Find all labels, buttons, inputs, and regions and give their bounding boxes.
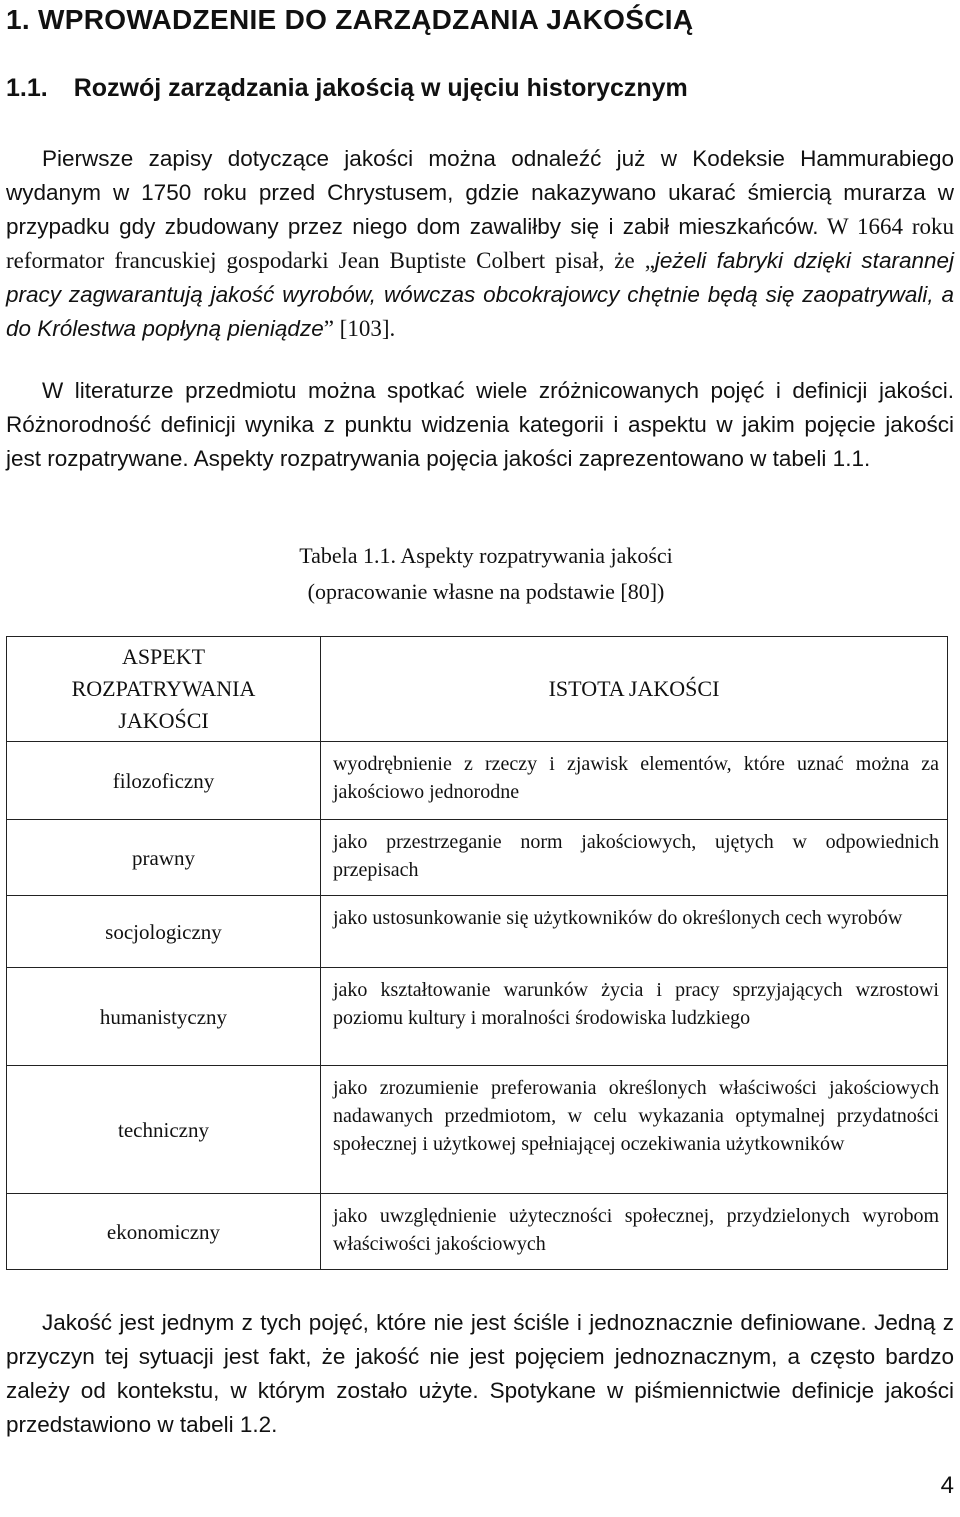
section-title: Rozwój zarządzania jakością w ujęciu historycznym [73, 74, 688, 102]
paragraph-history [6, 142, 954, 346]
aspect-cell: ekonomiczny [7, 1194, 321, 1270]
aspect-cell: socjologiczny [7, 896, 321, 968]
table-row [7, 968, 948, 1066]
table-row [7, 1194, 948, 1270]
aspects-table [6, 636, 948, 1270]
colbert-quote: jeżeli fabryki dzięki starannej pracy zagwarantują jakość wyrobów, wówczas obcokrajowcy chętnie będą się zaopatrywali, a do Królestwa popłyną pieniądze [6, 248, 954, 341]
header-aspect [7, 637, 321, 742]
section-heading [6, 74, 688, 103]
paragraph-ambiguity: Jakość jest jednym z tych pojęć, które nie jest ściśle i jednoznacznie definiowane. Jedną z przyczyn tej sytuacji jest fakt, że jakość nie jest pojęciem jednoznacznym, a często bardzo zależy od kontekstu, w którym zostało użyte. Spotykane w piśmiennictwie definicje jakości przedstawiono w tabeli 1.2. [6, 1310, 954, 1437]
essence-cell: jako uwzględnienie użyteczności społecznej, przydzielonych wyrobom właściwości jakościowych [321, 1194, 948, 1270]
table-row [7, 896, 948, 968]
table-header-row [7, 637, 948, 742]
essence-cell: jako zrozumienie preferowania określonych właściwości jakościowych nadawanych przedmiotom, w celu wykazania optymalnej przydatności społecznej i użytkowej spełniającej oczekiwania użytkowników [321, 1066, 948, 1194]
section-number: 1.1. [6, 74, 48, 102]
table-row [7, 1066, 948, 1194]
aspect-cell: filozoficzny [7, 742, 321, 820]
table-caption-title: Tabela 1.1. Aspekty rozpatrywania jakości [299, 543, 673, 568]
essence-cell: jako ustosunkowanie się użytkowników do określonych cech wyrobów [321, 896, 948, 968]
essence-cell: jako przestrzeganie norm jakościowych, ujętych w odpowiednich przepisach [321, 820, 948, 896]
paragraph-history-part1: Pierwsze zapisy dotyczące jakości można odnaleźć już w Kodeksie Hammurabiego wydanym w 1750 roku przed Chrystusem, gdzie nakazywano ukarać śmiercią murarza w przypadku gdy zbudowany przez niego dom zawaliłby się i zabił mieszkańców. [6, 146, 954, 239]
aspect-cell: humanistyczny [7, 968, 321, 1066]
table-caption-source: (opracowanie własne na podstawie [80]) [307, 579, 665, 604]
table-row [7, 742, 948, 820]
paragraph-definitions: W literaturze przedmiotu można spotkać wiele zróżnicowanych pojęć i definicji jakości. Różnorodność definicji wynika z punktu widzenia kategorii i aspektu w jakim pojęcie jakości jest rozpatrywane. Aspekty rozpatrywania pojęcia jakości zaprezentowano w tabeli 1.1. [6, 378, 954, 471]
page-number: 4 [940, 1472, 954, 1499]
paragraph-history-part3: ” [103]. [323, 316, 396, 341]
aspect-cell: prawny [7, 820, 321, 896]
essence-cell: wyodrębnienie z rzeczy i zjawisk elementów, które uznać można za jakościowo jednorodne [321, 742, 948, 820]
table-row [7, 820, 948, 896]
chapter-heading: 1. WPROWADZENIE DO ZARZĄDZANIA JAKOŚCIĄ [6, 4, 694, 35]
header-aspect-text: ASPEKT ROZPATRYWANIA JAKOŚCI [71, 644, 256, 733]
header-essence: ISTOTA JAKOŚCI [321, 637, 948, 742]
essence-cell: jako kształtowanie warunków życia i pracy sprzyjających wzrostowi poziomu kultury i moralności środowiska ludzkiego [321, 968, 948, 1066]
paragraph-history-part2: W 1664 roku reformator francuskiej gospodarki Jean Buptiste Colbert pisał, że „ [6, 214, 954, 273]
aspect-cell: techniczny [7, 1066, 321, 1194]
